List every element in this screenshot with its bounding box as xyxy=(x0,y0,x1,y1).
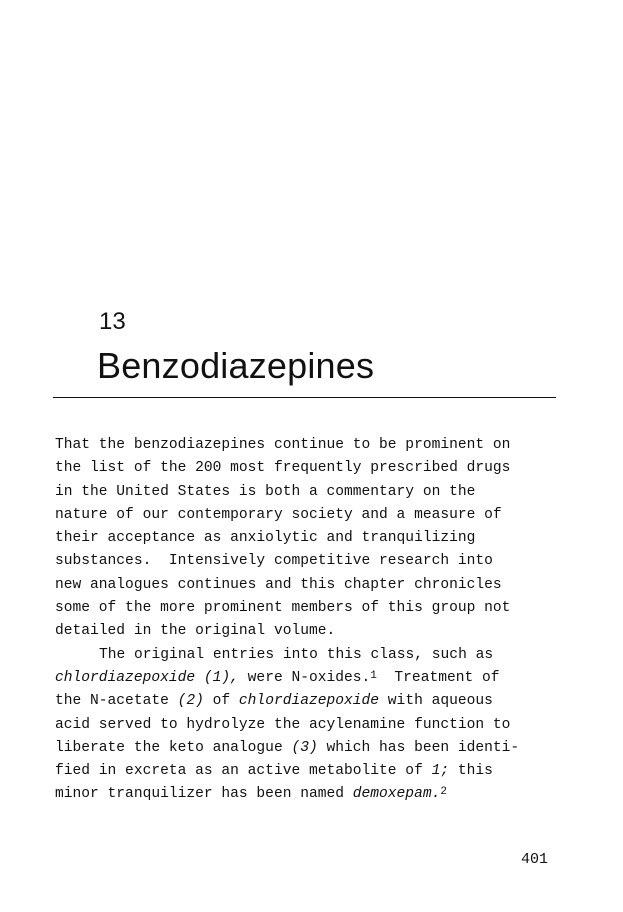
compound-ref: 1; xyxy=(431,763,450,780)
text-line: substances. Intensively competitive research into xyxy=(55,553,493,570)
text-line: detailed in the original volume. xyxy=(55,623,336,640)
text-run: were N-oxides. xyxy=(238,669,371,686)
compound-name: chlordiazepoxide (1), xyxy=(55,669,239,686)
footnote-ref: 1 xyxy=(370,669,377,682)
title-rule xyxy=(53,397,556,398)
text-run: this xyxy=(449,763,493,780)
page-number: 401 xyxy=(521,851,549,868)
text-line: The original entries into this class, such as xyxy=(99,646,494,663)
text-run: Treatment of xyxy=(376,669,500,686)
footnote-ref: 2 xyxy=(440,786,447,799)
chapter-title: Benzodiazepines xyxy=(97,345,375,386)
chapter-number: 13 xyxy=(99,308,126,335)
compound-name: chlordiazepoxide xyxy=(238,693,380,710)
text-run: the N-acetate xyxy=(55,693,178,710)
compound-ref: (3) xyxy=(291,739,318,756)
text-line xyxy=(55,783,575,806)
body-text xyxy=(55,434,575,807)
text-run: liberate the keto analogue xyxy=(55,739,292,756)
text-line: acid served to hydrolyze the acylenamine function to xyxy=(55,716,511,733)
text-run: of xyxy=(203,693,239,710)
text-line xyxy=(55,760,575,783)
text-line: their acceptance as anxiolytic and tranquilizing xyxy=(55,530,476,547)
compound-ref: (2) xyxy=(177,693,204,710)
text-run: minor tranquilizer has been named xyxy=(55,786,353,803)
text-run: fied in excreta as an active metabolite of xyxy=(55,763,432,780)
text-line xyxy=(55,667,575,690)
compound-name: demoxepam. xyxy=(352,786,441,803)
text-line: nature of our contemporary society and a measure of xyxy=(55,506,502,523)
text-line xyxy=(55,737,575,760)
text-line: the list of the 200 most frequently prescribed drugs xyxy=(55,460,511,477)
text-line: new analogues continues and this chapter chronicles xyxy=(55,576,502,593)
text-line: some of the more prominent members of this group not xyxy=(55,600,511,617)
text-line: That the benzodiazepines continue to be prominent on xyxy=(55,437,511,453)
text-line: in the United States is both a commentary on the xyxy=(55,483,476,500)
text-line xyxy=(55,690,575,713)
text-run: which has been identi- xyxy=(317,739,520,756)
text-run: with aqueous xyxy=(379,693,493,710)
